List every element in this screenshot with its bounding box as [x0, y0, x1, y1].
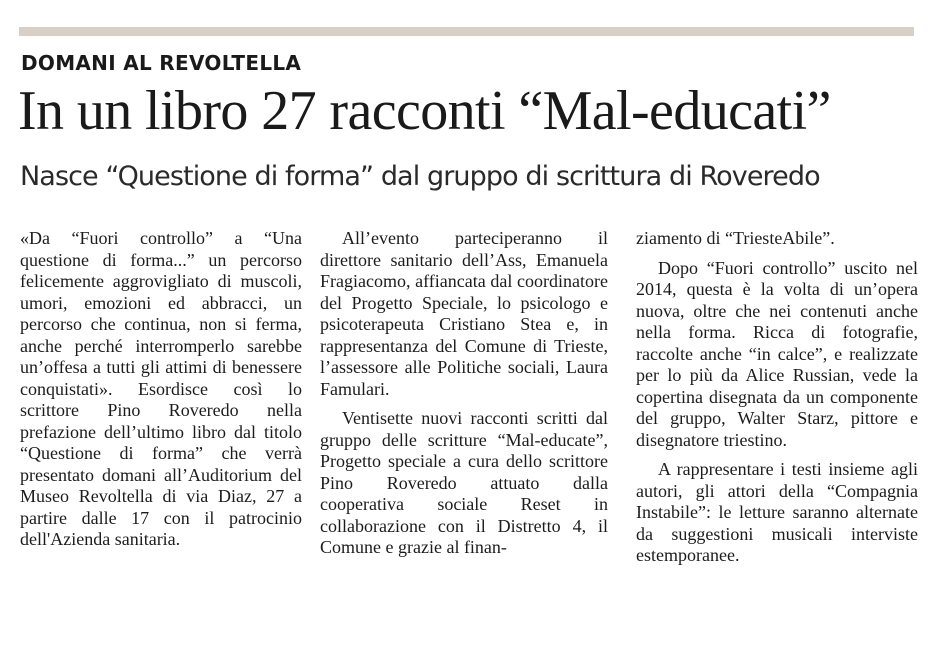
- top-rule: [19, 27, 914, 36]
- article-paragraph: Ventisette nuovi racconti scritti dal gruppo delle scritture “Mal-educate”, Progetto speciale a cura dello scrittore Pino Roveredo attuato dalla cooperativa sociale Reset in collaborazione con il Distretto 4, il Comune e grazie al finan-: [320, 408, 608, 557]
- article-paragraph: A rappresentare i testi insieme agli autori, gli attori della “Compagnia Instabile”: le letture saranno alternate da suggestioni musicali interviste estemporanee.: [636, 459, 918, 565]
- article-column-3: [636, 228, 918, 567]
- article-paragraph: «Da “Fuori controllo” a “Una questione di forma...” un percorso felicemente aggrovigliato di muscoli, umori, emozioni ed abbracci, un percorso che continua, non si ferma, anche perché interromperlo sarebbe un’offesa a tutti gli attimi di benessere conquistati». Esordisce così lo scrittore Pino Roveredo nella prefazione dell’ultimo libro dal titolo “Questione di forma” che verrà presentato domani all’Auditorium del Museo Revoltella di via Diaz, 27 a partire dalle 17 con il patrocinio dell'Azienda sanitaria.: [20, 228, 302, 549]
- article-paragraph: All’evento parteciperanno il direttore sanitario dell’Ass, Emanuela Fragiacomo, affiancata dal coordinatore del Progetto Speciale, lo psicologo e psicoterapeuta Cristiano Stea e, in rappresentanza del Comune di Trieste, l’assessore alle Politiche sociali, Laura Famulari.: [320, 228, 608, 399]
- kicker: DOMANI AL REVOLTELLA: [21, 51, 302, 75]
- subheadline: Nasce “Questione di forma” dal gruppo di scrittura di Roveredo: [20, 161, 820, 192]
- headline: In un libro 27 racconti “Mal-educati”: [18, 80, 831, 142]
- article-paragraph: Dopo “Fuori controllo” uscito nel 2014, questa è la volta di un’opera nuova, oltre che nei contenuti anche nella forma. Ricca di fotografie, raccolte anche “in calce”, e realizzate per lo più da Alice Russian, vede la copertina disegnata da un componente del gruppo, Walter Starz, pittore e disegnatore triestino.: [636, 257, 918, 450]
- article-paragraph: ziamento di “TriesteAbile”.: [636, 228, 835, 248]
- article-column-2: [320, 228, 608, 559]
- article-column-1: [20, 228, 302, 551]
